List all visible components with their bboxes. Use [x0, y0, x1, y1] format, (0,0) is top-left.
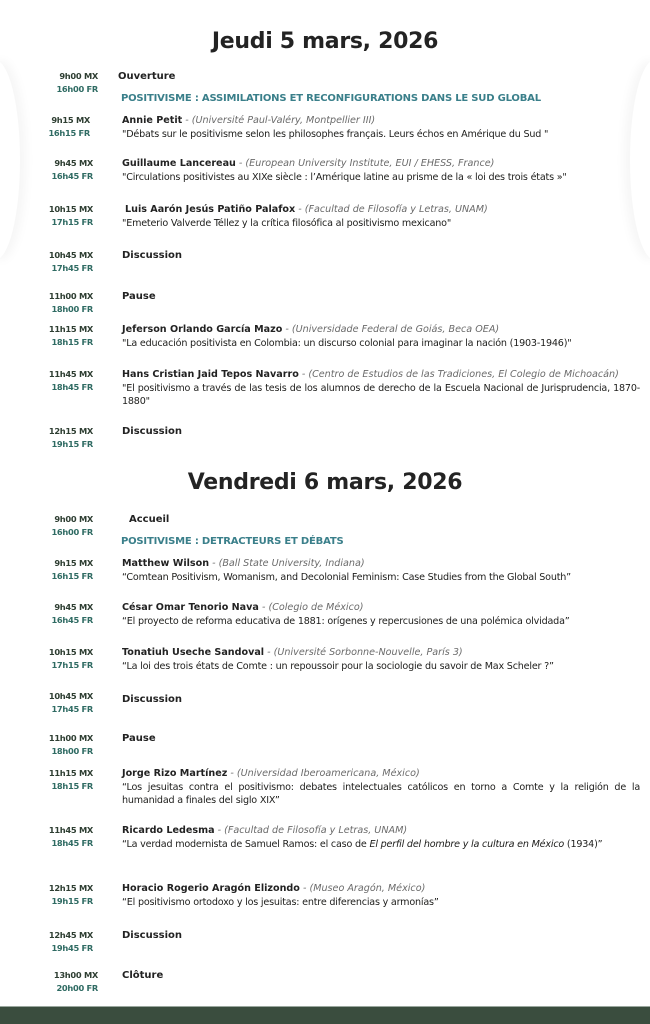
time-slot [33, 323, 93, 349]
day-title: Vendredi 6 mars, 2026 [187, 470, 463, 495]
time-slot [33, 767, 93, 793]
time-slot [33, 824, 93, 850]
event-label: Discussion [122, 250, 183, 261]
time-mx: 9h00 MX [54, 514, 93, 524]
time-slot [33, 513, 93, 539]
event-label: Discussion [122, 930, 183, 941]
time-mx: 10h15 MX [48, 647, 93, 657]
time-slot [33, 557, 93, 583]
speaker-name: Jorge Rizo Martínez [122, 768, 228, 779]
time-slot [33, 157, 93, 183]
time-fr: 18h15 FR [51, 781, 93, 791]
time-slot [33, 882, 93, 908]
time-fr: 20h00 FR [56, 983, 98, 993]
footer-bar [0, 1006, 650, 1024]
section-heading: POSITIVISME : DETRACTEURS ET DÉBATS [121, 536, 344, 547]
time-fr: 18h15 FR [51, 337, 93, 347]
speaker-name: Matthew Wilson [122, 558, 210, 569]
time-fr: 18h45 FR [51, 382, 93, 392]
talk-title-end: (1934)” [564, 838, 603, 850]
talk-title [122, 838, 640, 852]
speaker-affiliation: - (Université Paul-Valéry, Montpellier III) [182, 115, 376, 126]
time-slot [33, 601, 93, 627]
time-fr: 19h15 FR [51, 896, 93, 906]
time-slot [33, 732, 93, 758]
time-fr: 18h00 FR [51, 304, 93, 314]
time-slot [33, 249, 93, 275]
talk-title: “El positivismo ortodoxo y los jesuitas: entre diferencias y armonías” [122, 896, 439, 908]
event-label: Clôture [122, 970, 164, 981]
speaker-name: Luis Aarón Jesús Patiño Palafox [125, 204, 296, 215]
time-slot [30, 114, 90, 140]
speaker-name: Guillaume Lancereau [122, 158, 236, 169]
time-fr: 17h45 FR [51, 263, 93, 273]
speaker-affiliation: - (Ball State University, Indiana) [209, 558, 365, 569]
speaker-affiliation: - (Université Sorbonne-Nouvelle, París 3) [264, 647, 463, 658]
time-slot [38, 70, 98, 96]
talk-title: “El proyecto de reforma educativa de 1881: orígenes y repercusiones de una polémica olvidada” [122, 615, 570, 627]
time-fr: 18h00 FR [51, 746, 93, 756]
speaker-affiliation: - (European University Institute, EUI / EHESS, France) [235, 158, 495, 169]
time-mx: 12h45 MX [48, 930, 93, 940]
time-mx: 13h00 MX [53, 970, 98, 980]
time-mx: 12h15 MX [48, 883, 93, 893]
speaker-name: César Omar Tenorio Nava [122, 602, 259, 613]
event-label: Pause [122, 733, 156, 744]
speaker-name: Annie Petit [122, 115, 183, 126]
time-fr: 16h45 FR [51, 615, 93, 625]
time-slot [33, 929, 93, 955]
speaker-affiliation: - (Colegio de México) [258, 602, 364, 613]
time-mx: 12h15 MX [48, 426, 93, 436]
time-mx: 11h00 MX [48, 733, 93, 743]
time-mx: 10h15 MX [48, 204, 93, 214]
time-mx: 10h45 MX [48, 691, 93, 701]
event-label: Pause [122, 291, 156, 302]
speaker-name: Horacio Rogerio Aragón Elizondo [122, 883, 300, 894]
time-mx: 9h45 MX [54, 602, 93, 612]
time-mx: 11h15 MX [48, 324, 93, 334]
time-fr: 19h15 FR [51, 439, 93, 449]
background-curve-left [0, 60, 20, 260]
time-mx: 11h15 MX [48, 768, 93, 778]
speaker-name: Jeferson Orlando García Mazo [122, 324, 283, 335]
time-mx: 11h00 MX [48, 291, 93, 301]
time-fr: 16h00 FR [51, 527, 93, 537]
speaker-affiliation: - (Museo Aragón, México) [299, 883, 426, 894]
time-slot [33, 690, 93, 716]
time-fr: 17h15 FR [51, 217, 93, 227]
time-slot [33, 368, 93, 394]
talk-title: “Los jesuitas contra el positivismo: debates intelectuales católicos en torno a Comte y la religión de la humanidad a finales del siglo XIX” [122, 781, 640, 806]
talk-title: "Débats sur le positivisme selon les philosophes français. Leurs échos en Amérique du Sud " [122, 128, 549, 140]
time-slot [33, 290, 93, 316]
talk-title: “La loi des trois états de Comte : un repoussoir pour la sociologie du savoir de Max Scheler ?” [122, 660, 554, 672]
talk-title: "Emeterio Valverde Téllez y la crítica filosófica al positivismo mexicano" [122, 217, 452, 229]
time-fr: 16h00 FR [56, 84, 98, 94]
speaker-affiliation: - (Facultad de Filosofía y Letras, UNAM) [295, 204, 488, 215]
time-mx: 9h15 MX [51, 115, 90, 125]
time-fr: 17h15 FR [51, 660, 93, 670]
time-fr: 16h15 FR [48, 128, 90, 138]
speaker-affiliation: - (Facultad de Filosofía y Letras, UNAM) [214, 825, 408, 836]
event-label: Accueil [129, 514, 170, 525]
book-title: El perfil del hombre y la cultura en México [369, 838, 565, 850]
time-mx: 11h45 MX [48, 825, 93, 835]
event-label: Discussion [122, 694, 183, 705]
time-mx: 9h15 MX [54, 558, 93, 568]
section-heading: POSITIVISME : ASSIMILATIONS ET RECONFIGURATIONS DANS LE SUD GLOBAL [121, 93, 541, 104]
speaker-name: Tonatiuh Useche Sandoval [122, 647, 265, 658]
time-fr: 18h45 FR [51, 838, 93, 848]
time-fr: 16h15 FR [51, 571, 93, 581]
talk-title: “Comtean Positivism, Womanism, and Decolonial Feminism: Case Studies from the Global South” [122, 571, 571, 583]
talk-title: "El positivismo a través de las tesis de los alumnos de derecho de la Escuela Nacional de Jurisprudencia, 1870-1880" [122, 382, 640, 407]
time-mx: 11h45 MX [48, 369, 93, 379]
time-mx: 10h45 MX [48, 250, 93, 260]
speaker-affiliation: - (Centro de Estudios de las Tradiciones, El Colegio de Michoacán) [298, 369, 619, 380]
day-title: Jeudi 5 mars, 2026 [211, 29, 439, 54]
time-mx: 9h45 MX [54, 158, 93, 168]
time-slot [33, 425, 93, 451]
talk-title: "Circulations positivistes au XIXe siècle : l’Amérique latine au prisme de la « loi des trois états »" [122, 171, 567, 183]
talk-title: "La educación positivista en Colombia: un discurso colonial para imaginar la nación (1903-1946)" [122, 337, 572, 349]
time-mx: 9h00 MX [59, 71, 98, 81]
talk-title-text: “La verdad modernista de Samuel Ramos: el caso de [122, 838, 370, 850]
speaker-affiliation: - (Universidade Federal de Goiás, Beca OEA) [282, 324, 500, 335]
time-slot [33, 203, 93, 229]
time-fr: 17h45 FR [51, 704, 93, 714]
speaker-name: Ricardo Ledesma [122, 825, 215, 836]
event-label: Ouverture [118, 71, 176, 82]
speaker-name: Hans Cristian Jaid Tepos Navarro [122, 369, 299, 380]
time-slot [38, 969, 98, 995]
time-fr: 16h45 FR [51, 171, 93, 181]
speaker-affiliation: - (Universidad Iberoamericana, México) [227, 768, 420, 779]
time-fr: 19h45 FR [51, 943, 93, 953]
event-label: Discussion [122, 426, 183, 437]
time-slot [33, 646, 93, 672]
